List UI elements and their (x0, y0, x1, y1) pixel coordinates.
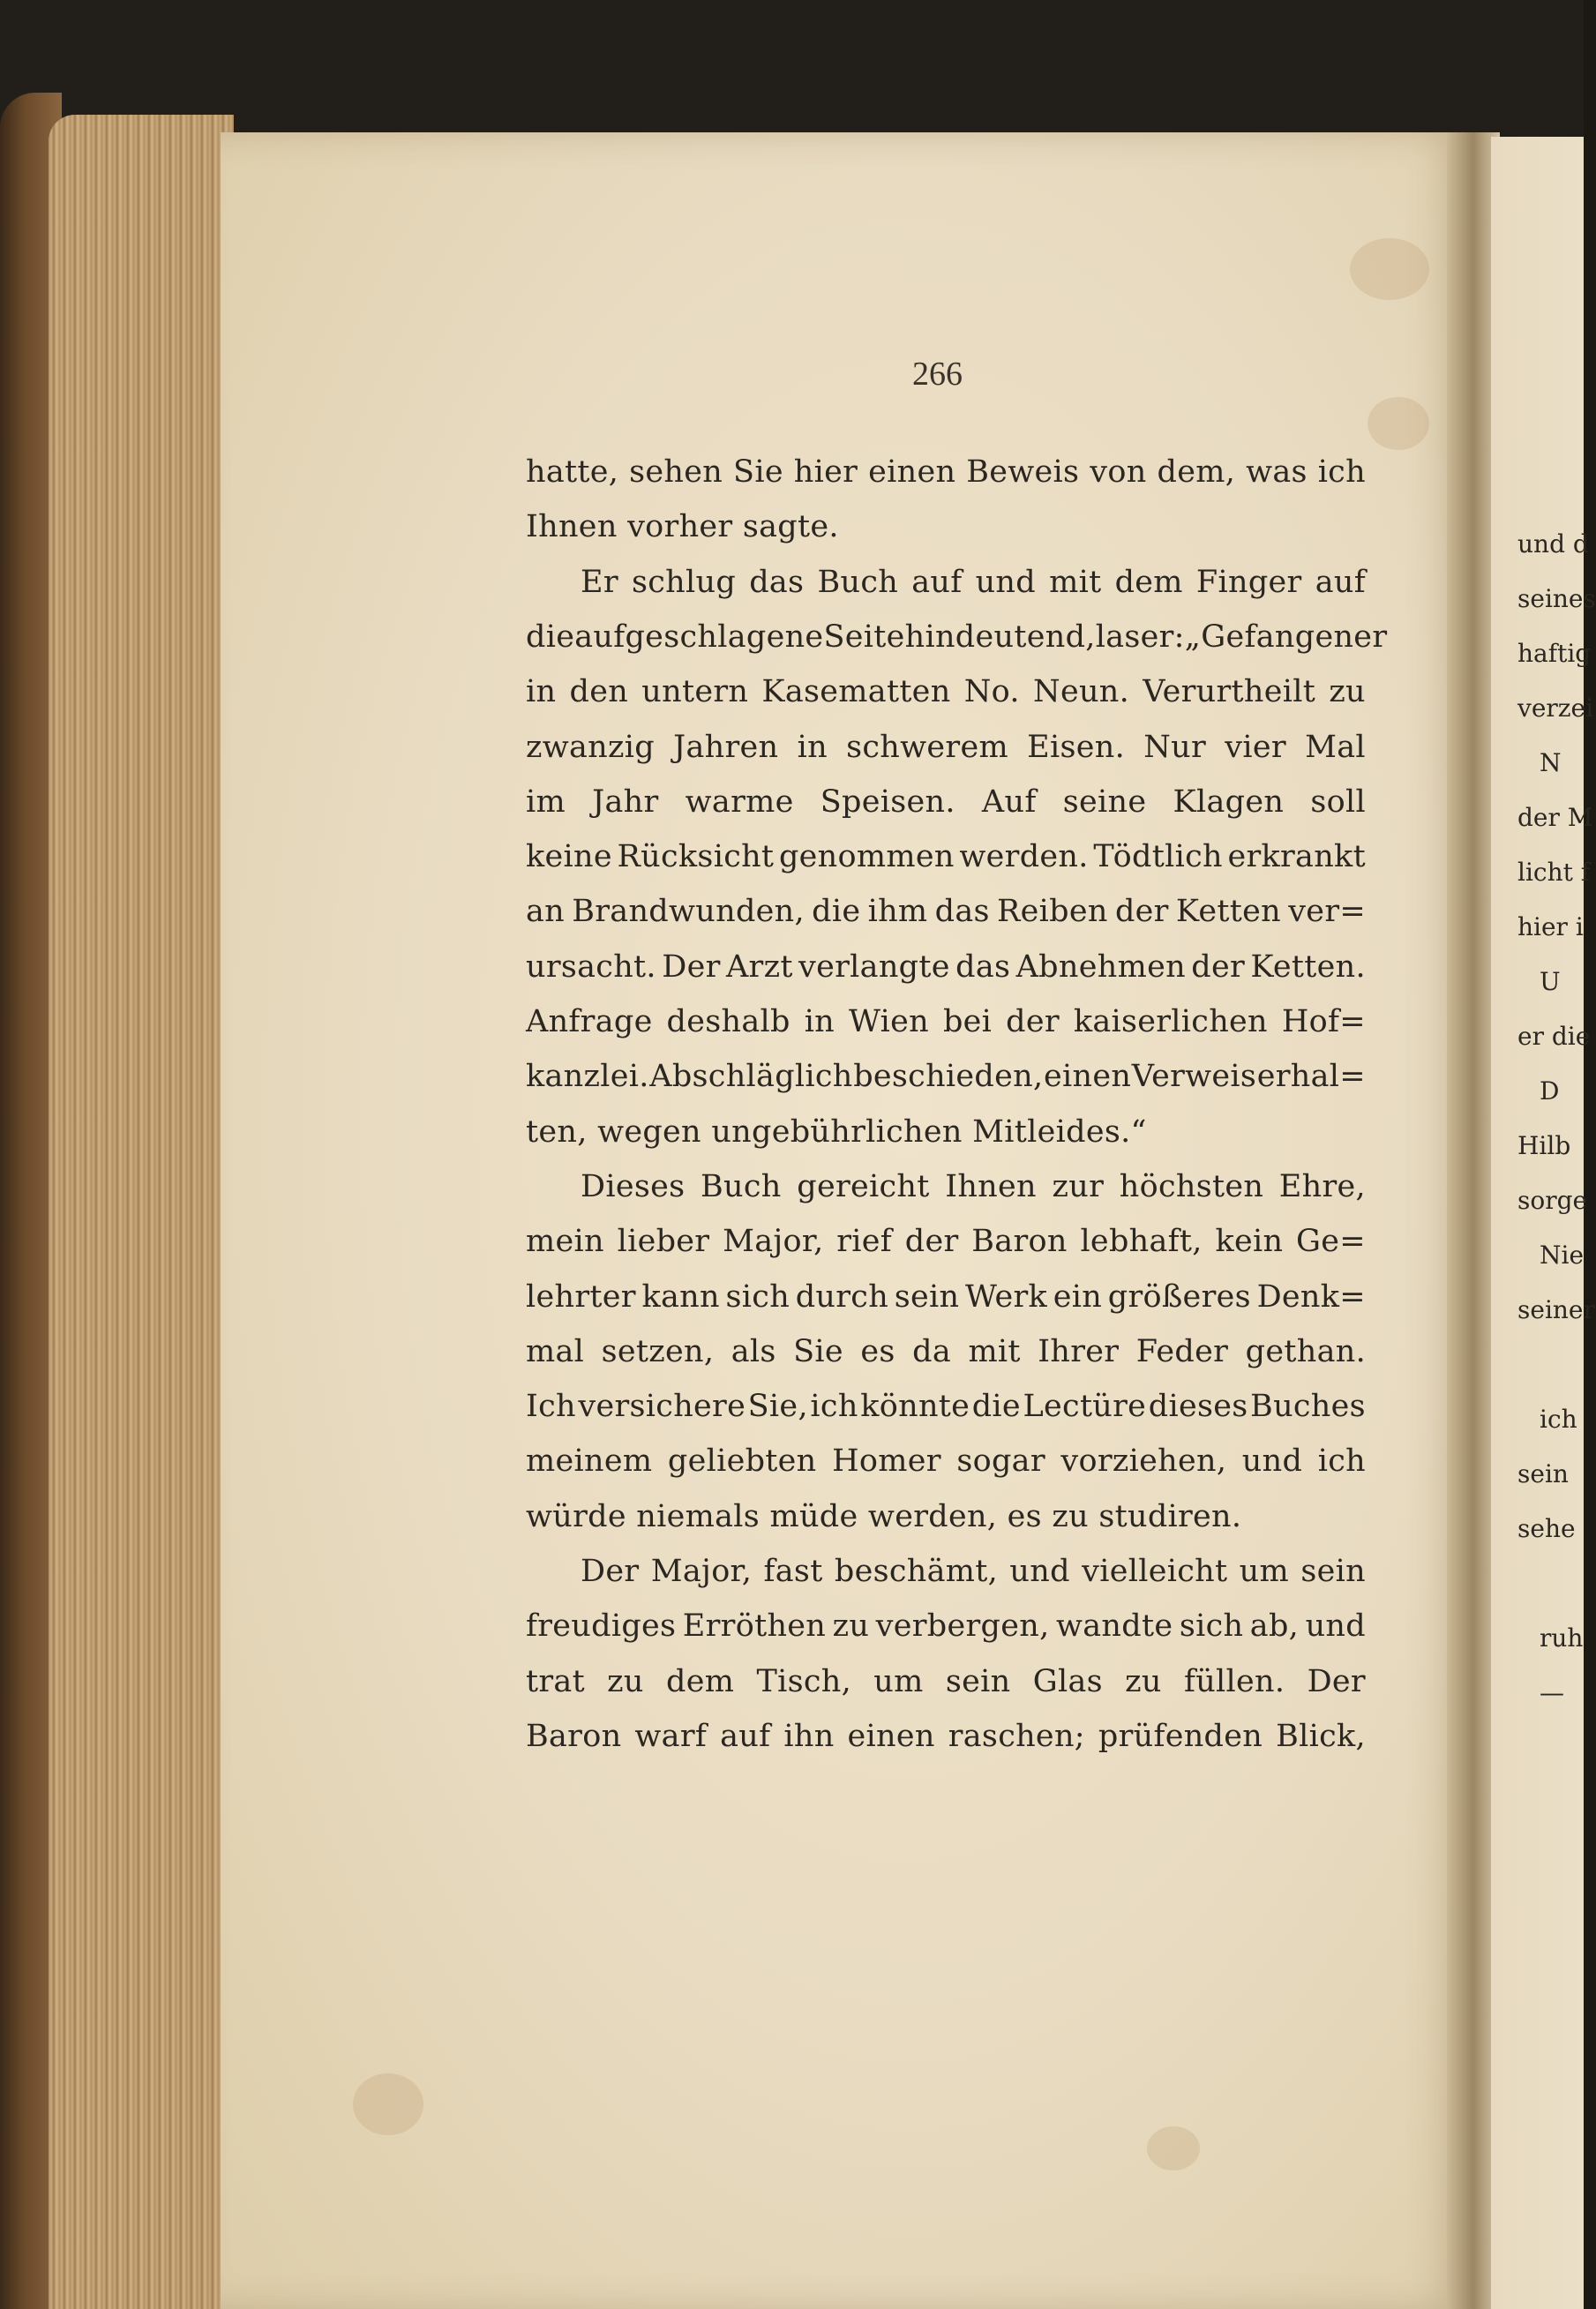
text-line: hatte, sehen Sie hier einen Beweis von dem, was ich (526, 454, 1366, 490)
next-page-fragment: haftig (1517, 639, 1592, 668)
text-line: lehrter kann sich durch sein Werk ein größeres Denk= (526, 1279, 1366, 1315)
text-line: im Jahr warme Speisen. Auf seine Klagen soll (526, 784, 1366, 820)
next-page-fragment: er die (1517, 1022, 1591, 1051)
text-line: Anfrage deshalb in Wien bei der kaiserlichen Hof= (526, 1004, 1366, 1039)
text-line: ten, wegen ungebührlichen Mitleides.“ (526, 1114, 1147, 1150)
text-line: Ich versichere Sie, ich könnte die Lectüre dieses Buches (526, 1389, 1366, 1424)
next-page-fragment: ruh (1540, 1623, 1584, 1653)
next-page-fragment: sein (1517, 1459, 1569, 1488)
text-line: Der Major, fast beschämt, und vielleicht um sein (581, 1554, 1366, 1589)
text-line: trat zu dem Tisch, um sein Glas zu füllen. Der (526, 1664, 1366, 1699)
next-page-fragment: verzei (1517, 693, 1594, 723)
text-line: kanzlei. Abschläglich beschieden, einen Verweis erhal= (526, 1059, 1366, 1094)
text-line: in den untern Kasematten No. Neun. Verurtheilt zu (526, 674, 1366, 709)
paper-stain (1147, 2126, 1200, 2170)
next-page-fragment: sehe (1517, 1514, 1576, 1543)
text-line: Er schlug das Buch auf und mit dem Finger auf (581, 565, 1366, 600)
next-page-fragment: D (1540, 1076, 1560, 1106)
next-page-fragment: Nie (1540, 1241, 1585, 1270)
text-line: freudiges Erröthen zu verbergen, wandte sich ab, und (526, 1608, 1366, 1644)
next-page-fragment: und d (1517, 529, 1589, 559)
text-line: würde niemals müde werden, es zu studiren. (526, 1499, 1242, 1534)
text-line: mein lieber Major, rief der Baron lebhaft, kein Ge= (526, 1224, 1366, 1259)
right-page-edge (1491, 137, 1596, 2309)
next-page-fragment: — (1540, 1678, 1564, 1707)
text-line: zwanzig Jahren in schwerem Eisen. Nur vier Mal (526, 730, 1366, 765)
paper-stain (353, 2073, 423, 2135)
next-page-fragment: Hilb (1517, 1131, 1571, 1160)
paper-stain (1367, 397, 1429, 450)
page-number: 266 (912, 356, 963, 393)
page-stack-edge (49, 115, 234, 2309)
text-line: ursacht. Der Arzt verlangte das Abnehmen der Ketten. (526, 949, 1366, 985)
text-line: meinem geliebten Homer sogar vorziehen, und ich (526, 1443, 1366, 1479)
text-line: Baron warf auf ihn einen raschen; prüfenden Blick, (526, 1719, 1366, 1754)
next-page-fragment: seines (1517, 584, 1596, 613)
next-page-fragment: sorge (1517, 1186, 1588, 1215)
text-line: mal setzen, als Sie es da mit Ihrer Feder gethan. (526, 1334, 1366, 1369)
next-page-fragment: der M (1517, 803, 1593, 832)
next-page-fragment: ich (1540, 1405, 1577, 1434)
paper-stain (1350, 238, 1429, 300)
text-line: Dieses Buch gereicht Ihnen zur höchsten Ehre, (581, 1169, 1366, 1204)
next-page-fragment: U (1540, 967, 1561, 996)
next-page-fragment: licht f (1517, 858, 1591, 887)
next-page-fragment: N (1540, 748, 1562, 777)
text-line: die aufgeschlagene Seite hindeutend, las er: „Gefangener (526, 619, 1388, 655)
next-page-fragment: hier i (1517, 912, 1584, 941)
text-line: keine Rücksicht genommen werden. Tödtlich erkrankt (526, 839, 1366, 874)
next-page-fragment: seiner (1517, 1295, 1595, 1324)
text-line: Ihnen vorher sagte. (526, 509, 839, 544)
text-line: an Brandwunden, die ihm das Reiben der Ketten ver= (526, 894, 1366, 929)
